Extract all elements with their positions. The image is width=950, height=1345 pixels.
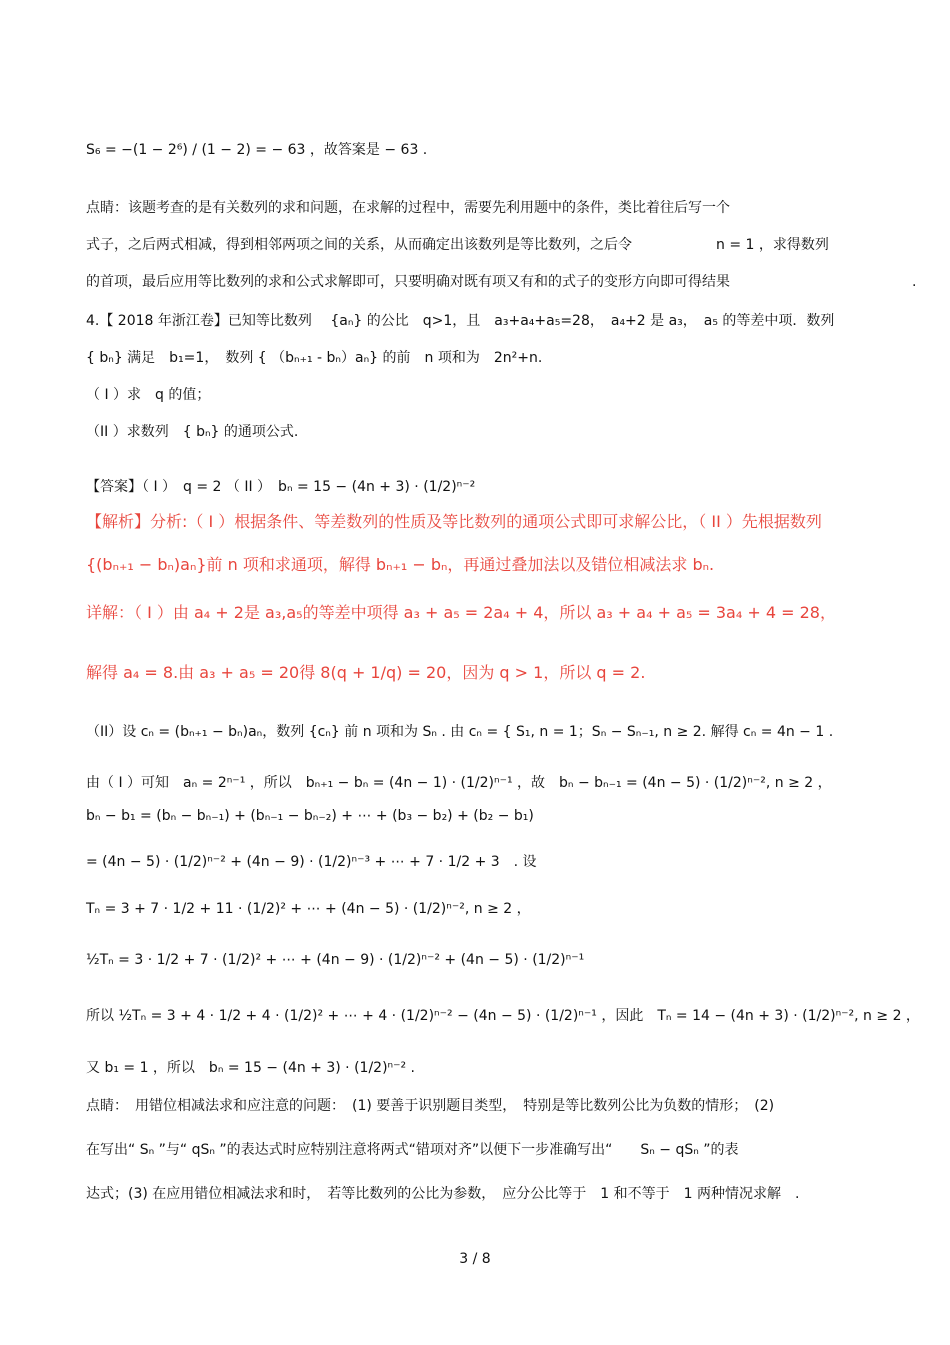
- text-line-q4-ii: （II ）求数列 { bₙ} 的通项公式.: [86, 424, 299, 440]
- text-line-detail-f: = (4n − 5) · (1/2)ⁿ⁻² + (4n − 9) · (1/2)ⁿ⁻³ + ⋯ + 7 · 1/2 + 3 . 设: [86, 854, 537, 870]
- text-line-q4-a: 4.【 2018 年浙江卷】已知等比数列 {aₙ} 的公比 q>1，且 a₃+a₄+a₅=28， a₄+2 是 a₃， a₅ 的等差中项．数列: [86, 313, 835, 329]
- text-line-detail-a: 详解：（ I ）由 a₄ + 2是 a₃,a₅的等差中项得 a₃ + a₅ = 2a₄ + 4，所以 a₃ + a₄ + a₅ = 3a₄ + 4 = 28，: [86, 603, 836, 622]
- text-line-remark2-b: 在写出“ Sₙ ”与“ qSₙ ”的表达式时应特别注意将两式“错项对齐”以便下一步准确写出“ Sₙ − qSₙ ”的表: [86, 1142, 739, 1158]
- text-line-remark1-a: 点睛：该题考查的是有关数列的求和问题，在求解的过程中，需要先利用题中的条件，类比着往后写一个: [86, 200, 730, 216]
- text-line-analysis-b: {(bₙ₊₁ − bₙ)aₙ}前 n 项和求通项，解得 bₙ₊₁ − bₙ，再通过叠加法以及错位相减法求 bₙ.: [86, 555, 715, 574]
- text-line-detail-g: Tₙ = 3 + 7 · 1/2 + 11 · (1/2)² + ⋯ + (4n − 5) · (1/2)ⁿ⁻², n ≥ 2 ，: [86, 901, 531, 917]
- text-line-remark2-c: 达式；(3) 在应用错位相减法求和时， 若等比数列的公比为参数， 应分公比等于 1 和不等于 1 两种情况求解 .: [86, 1186, 800, 1202]
- text-line-q4-i: （ I ）求 q 的值；: [86, 387, 211, 403]
- text-line-detail-i: 所以 ½Tₙ = 3 + 4 · 1/2 + 4 · (1/2)² + ⋯ + 4 · (1/2)ⁿ⁻² − (4n − 5) · (1/2)ⁿ⁻¹ ，因此 Tₙ = 14 − (4n + 3) · (1/2)ⁿ⁻², n ≥ 2 ，: [86, 1008, 920, 1024]
- text-line-s6-formula: S₆ = −(1 − 2⁶) / (1 − 2) = − 63 ，故答案是 − 63 .: [86, 142, 428, 158]
- text-line-detail-h: ½Tₙ = 3 · 1/2 + 7 · (1/2)² + ⋯ + (4n − 9) · (1/2)ⁿ⁻² + (4n − 5) · (1/2)ⁿ⁻¹: [86, 952, 585, 968]
- text-line-remark2-a: 点睛： 用错位相减法求和应注意的问题： (1) 要善于识别题目类型， 特别是等比数列公比为负数的情形； (2): [86, 1098, 775, 1114]
- text-line-detail-c: （II）设 cₙ = (bₙ₊₁ − bₙ)aₙ，数列 {cₙ} 前 n 项和为 Sₙ . 由 cₙ = { S₁, n = 1；Sₙ − Sₙ₋₁, n ≥ 2. 解得 cₙ = 4n − 1 .: [86, 724, 834, 740]
- text-line-remark1-c: 的首项，最后应用等比数列的求和公式求解即可，只要明确对既有项又有和的式子的变形方向即可得结果 .: [86, 274, 917, 290]
- text-line-answer: 【答案】（ I ） q = 2 （ II ） bₙ = 15 − (4n + 3) · (1/2)ⁿ⁻²: [86, 479, 476, 495]
- text-line-remark1-b: 式子，之后两式相减，得到相邻两项之间的关系，从而确定出该数列是等比数列，之后令 n = 1 ，求得数列: [86, 237, 829, 253]
- text-line-detail-j: 又 b₁ = 1 ，所以 bₙ = 15 − (4n + 3) · (1/2)ⁿ⁻² .: [86, 1060, 416, 1076]
- text-line-detail-b: 解得 a₄ = 8.由 a₃ + a₅ = 20得 8(q + 1/q) = 20，因为 q > 1，所以 q = 2.: [86, 663, 646, 682]
- text-line-analysis-a: 【解析】分析:（ I ）根据条件、等差数列的性质及等比数列的通项公式即可求解公比，（ II ）先根据数列: [86, 512, 822, 531]
- text-line-detail-d: 由（ I ）可知 aₙ = 2ⁿ⁻¹ ，所以 bₙ₊₁ − bₙ = (4n − 1) · (1/2)ⁿ⁻¹ ，故 bₙ − bₙ₋₁ = (4n − 5) · (1/2)ⁿ⁻², n ≥ 2 ，: [86, 775, 832, 791]
- text-line-detail-e: bₙ − b₁ = (bₙ − bₙ₋₁) + (bₙ₋₁ − bₙ₋₂) + ⋯ + (b₃ − b₂) + (b₂ − b₁): [86, 808, 534, 824]
- text-line-q4-b: { bₙ} 满足 b₁=1， 数列 { （bₙ₊₁ - bₙ）aₙ} 的前 n 项和为 2n²+n.: [86, 350, 543, 366]
- page-number: 3 / 8: [459, 1251, 491, 1267]
